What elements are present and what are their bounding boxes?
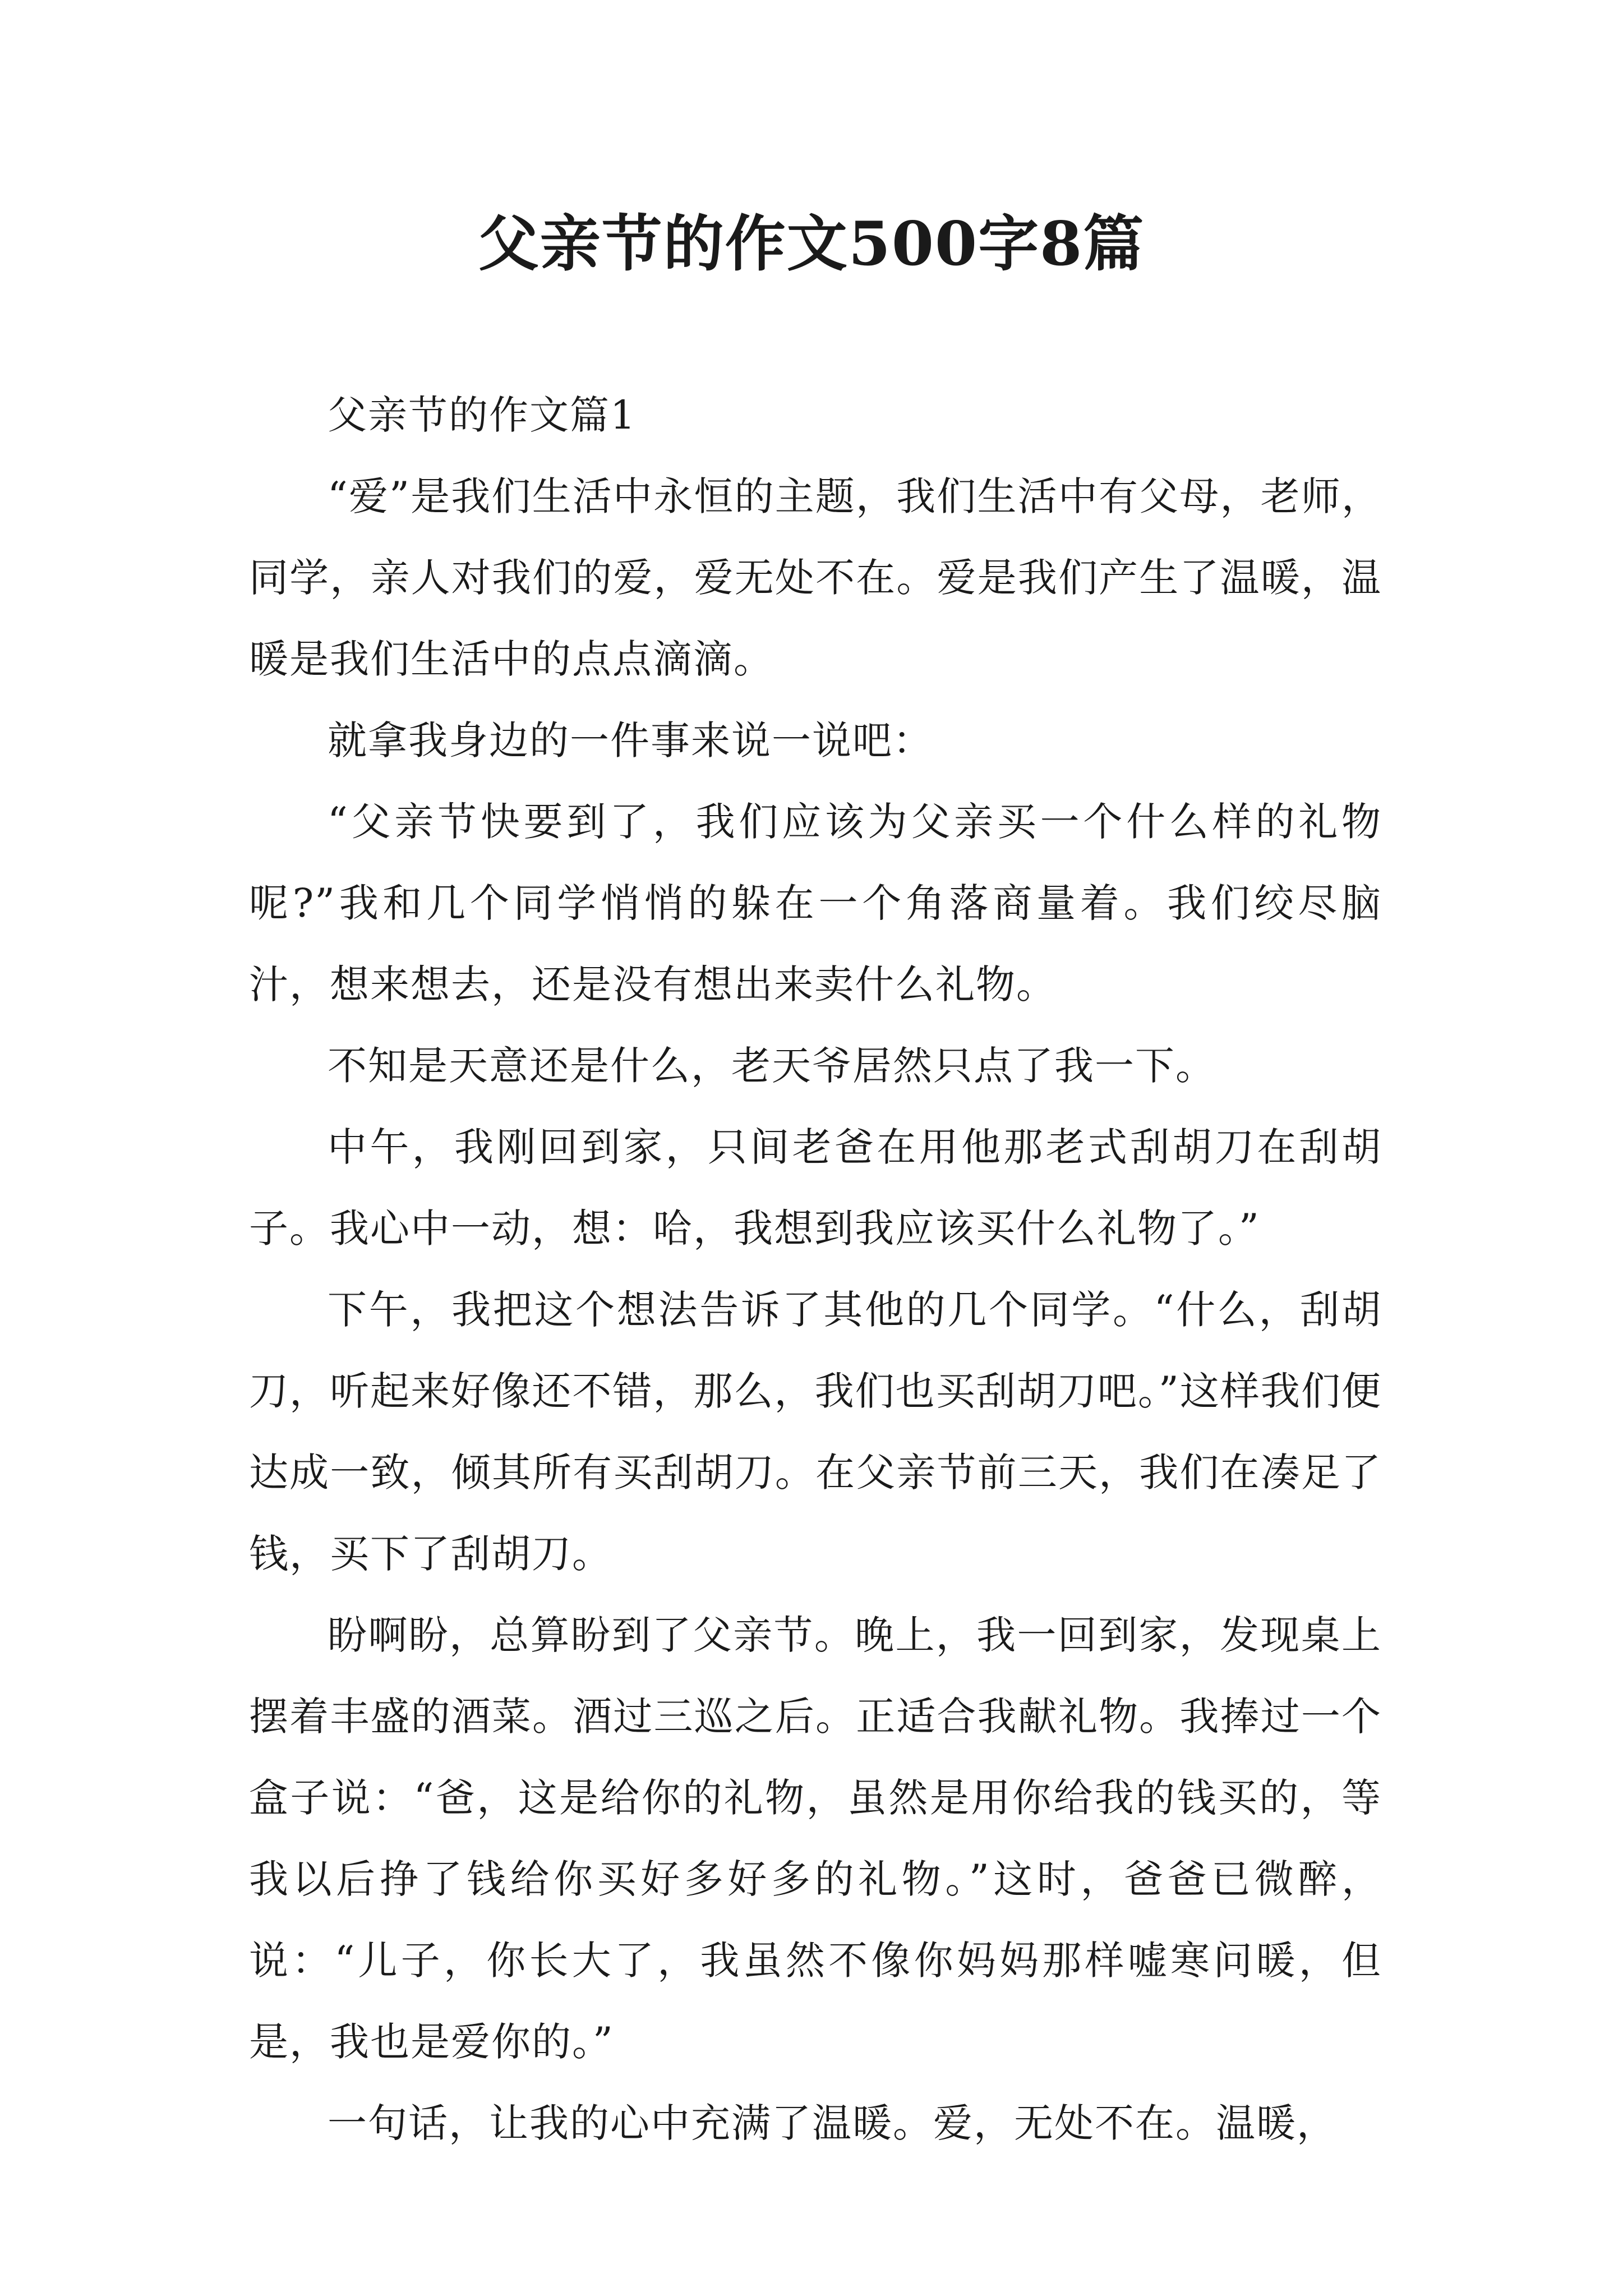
paragraph: 不知是天意还是什么，老天爷居然只点了我一下。 xyxy=(328,1043,1216,1089)
paragraph: 就拿我身边的一件事来说一说吧： xyxy=(328,717,933,763)
paragraph: 一句话，让我的心中充满了温暖。爱，无处不在。温暖， xyxy=(328,2100,1337,2146)
document-body xyxy=(249,375,1382,2164)
paragraph: “父亲节快要到了，我们应该为父亲买一个什么样的礼物呢?”我和几个同学悄悄的躲在一个角落商量着。我们绞尽脑汁，想来想去，还是没有想出来卖什么礼物。 xyxy=(249,799,1382,1007)
paragraph: 盼啊盼，总算盼到了父亲节。晚上，我一回到家，发现桌上摆着丰盛的酒菜。酒过三巡之后。正适合我献礼物。我捧过一个盒子说：“爸，这是给你的礼物，虽然是用你给我的钱买的，等我以后挣了钱给你买好多好多的礼物。”这时，爸爸已微醉，说：“儿子，你长大了，我虽然不像你妈妈那样嘘寒问暖，但是，我也是爱你的。” xyxy=(249,1612,1382,2065)
paragraph: 中午，我刚回到家，只间老爸在用他那老式刮胡刀在刮胡子。我心中一动，想：哈，我想到我应该买什么礼物了。” xyxy=(249,1124,1382,1251)
paragraph: “爱”是我们生活中永恒的主题，我们生活中有父母，老师，同学，亲人对我们的爱，爱无处不在。爱是我们产生了温暖，温暖是我们生活中的点点滴滴。 xyxy=(249,473,1382,682)
document-title: 父亲节的作文500字8篇 xyxy=(478,209,1145,279)
section-heading: 父亲节的作文篇1 xyxy=(328,392,637,438)
paragraph: 下午，我把这个想法告诉了其他的几个同学。“什么，刮胡刀，听起来好像还不错，那么，我们也买刮胡刀吧。”这样我们便达成一致，倾其所有买刮胡刀。在父亲节前三天，我们在凑足了钱，买下了刮胡刀。 xyxy=(249,1287,1382,1577)
